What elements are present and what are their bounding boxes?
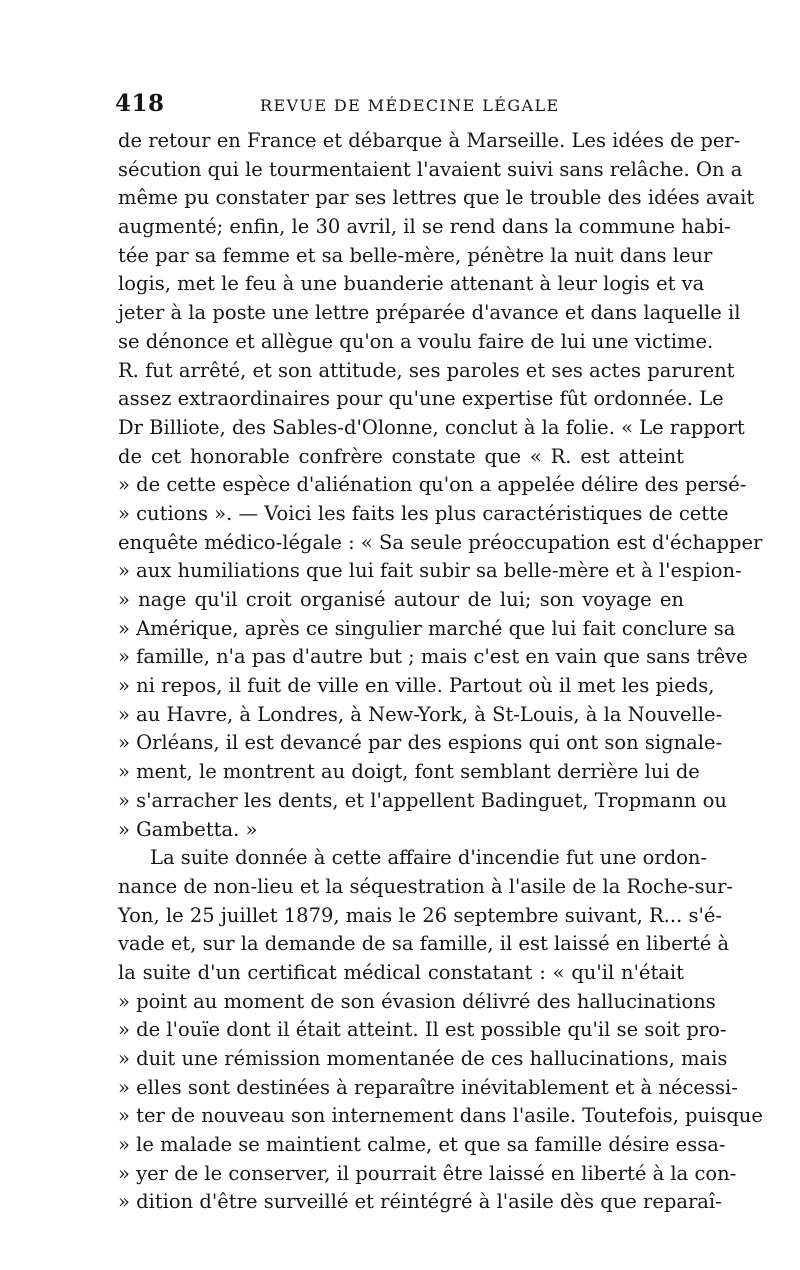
text-line: la suite d'un certificat médical constatant : « qu'il n'était (118, 960, 684, 984)
text-line: tée par sa femme et sa belle-mère, pénètre la nuit dans leur (118, 243, 713, 267)
text-line: La suite donnée à cette affaire d'incendie fut une ordon- (150, 846, 708, 870)
text-line: » famille, n'a pas d'autre but ; mais c'est en vain que sans trêve (118, 645, 748, 669)
text-line: augmenté; enfin, le 30 avril, il se rend dans la commune habi- (118, 215, 731, 239)
text-line: » ni repos, il fuit de ville en ville. Partout où il met les pieds, (118, 674, 715, 698)
text-line: » Gambetta. » (118, 817, 258, 841)
text-line: vade et, sur la demande de sa famille, il est laissé en liberté à (118, 932, 730, 956)
text-line: » duit une rémission momentanée de ces hallucinations, mais (118, 1047, 728, 1070)
page-number: 418 (115, 90, 165, 117)
text-line: » aux humiliations que lui fait subir sa belle-mère et à l'espion- (118, 559, 742, 583)
text-line: » point au moment de son évasion délivré des hallucinations (118, 989, 716, 1013)
text-line: R. fut arrêté, et son attitude, ses paroles et ses actes parurent (118, 358, 735, 382)
text-line: même pu constater par ses lettres que le trouble des idées avait (118, 186, 755, 210)
text-line: » cutions ». — Voici les faits les plus caractéristiques de cette (118, 501, 729, 525)
text-line: » de cette espèce d'aliénation qu'on a appelée délire des persé- (118, 473, 747, 497)
text-line: enquête médico-légale : « Sa seule préoccupation est d'échapper (118, 530, 763, 554)
text-line: » yer de le conserver, il pourrait être laissé en liberté à la con- (118, 1161, 737, 1185)
running-title: REVUE DE MÉDECINE LÉGALE (260, 96, 560, 115)
text-line: » nage qu'il croit organisé autour de lui; son voyage en (118, 588, 684, 611)
text-line: » Orléans, il est devancé par des espions qui ont son signale- (118, 731, 723, 755)
text-line: » le malade se maintient calme, et que sa famille désire essa- (118, 1133, 726, 1157)
text-line: logis, met le feu à une buanderie attenant à leur logis et va (118, 272, 705, 296)
text-line: » s'arracher les dents, et l'appellent Badinguet, Tropmann ou (118, 788, 727, 812)
text-line: » au Havre, à Londres, à New-York, à St-Louis, à la Nouvelle- (118, 702, 723, 726)
text-line: » ment, le montrent au doigt, font semblant derrière lui de (118, 760, 700, 784)
text-line: » Amérique, après ce singulier marché que lui fait conclure sa (118, 616, 736, 640)
text-line: de cet honorable confrère constate que « R. est atteint (118, 444, 684, 468)
text-line: nance de non-lieu et la séquestration à l'asile de la Roche-sur- (118, 874, 734, 898)
text-line: de retour en France et débarque à Marseille. Les idées de per- (118, 129, 741, 152)
text-line: jeter à la poste une lettre préparée d'avance et dans laquelle il (118, 301, 741, 325)
text-line: » de l'ouïe dont il était atteint. Il est possible qu'il se soit pro- (118, 1018, 727, 1042)
body-text (118, 127, 763, 1217)
text-line: se dénonce et allègue qu'on a voulu faire de lui une victime. (118, 329, 714, 353)
text-line: sécution qui le tourmentaient l'avaient suivi sans relâche. On a (118, 157, 743, 181)
text-line: » dition d'être surveillé et réintégré à l'asile dès que reparaî- (118, 1190, 722, 1214)
page-header (115, 90, 685, 120)
text-line: » elles sont destinées à reparaître inévitablement et à nécessi- (118, 1075, 738, 1099)
text-line: Dr Billiote, des Sables-d'Olonne, conclut à la folie. « Le rapport (118, 415, 745, 439)
text-line: » ter de nouveau son internement dans l'asile. Toutefois, puisque (118, 1104, 763, 1128)
text-line: assez extraordinaires pour qu'une expertise fût ordonnée. Le (118, 387, 724, 411)
text-line: Yon, le 25 juillet 1879, mais le 26 septembre suivant, R... s'é- (118, 903, 722, 927)
